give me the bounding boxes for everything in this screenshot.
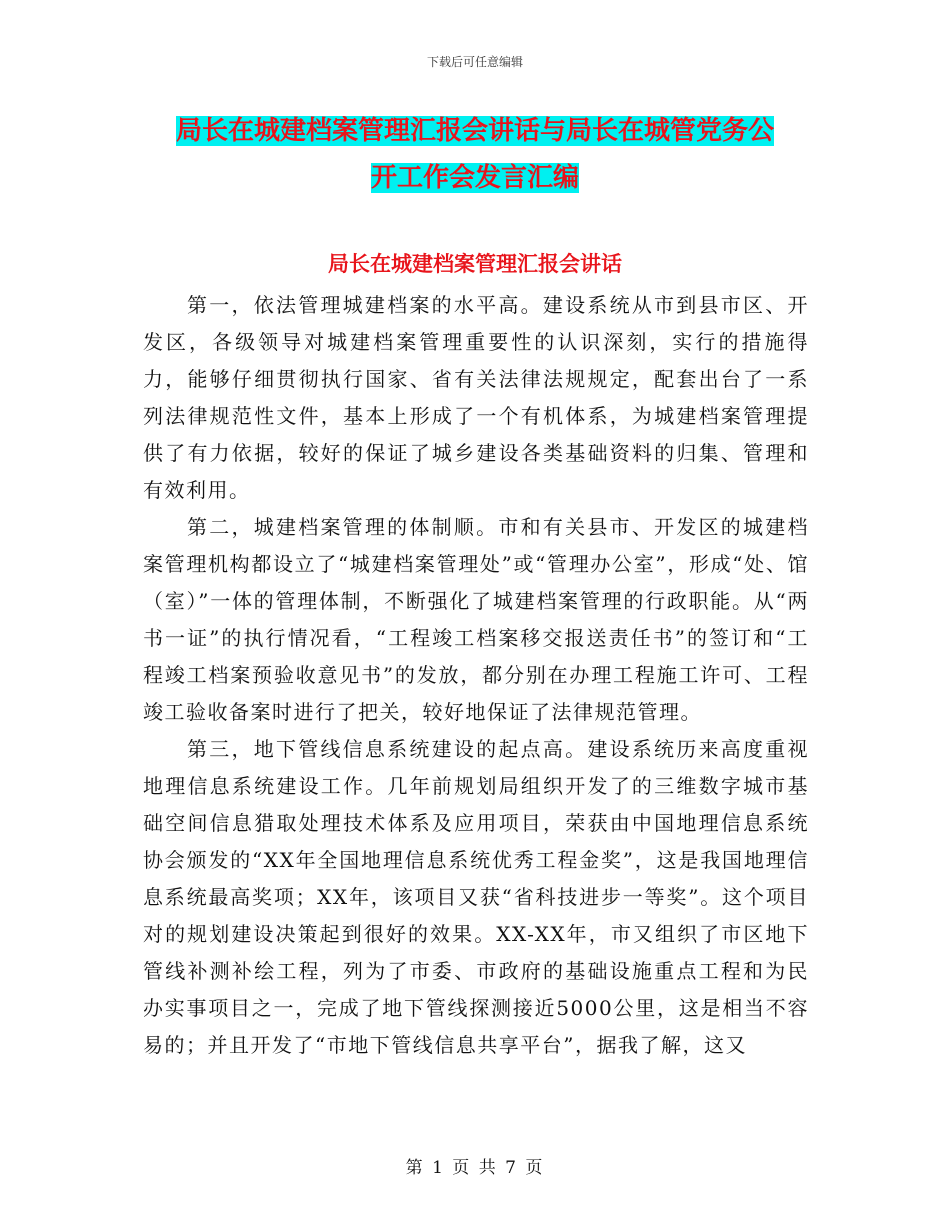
- header-note: 下载后可任意编辑: [426, 55, 523, 69]
- paragraph-1: 第一，依法管理城建档案的水平高。建设系统从市到县市区、开发区，各级领导对城建档案管理重要性的认识深刻，实行的措施得力，能够仔细贯彻执行国家、省有关法律法规规定，配套出台了一系列法律规范性文件，基本上形成了一个有机体系，为城建档案管理提供了有力依据，较好的保证了城乡建设各类基础资料的归集、管理和有效利用。: [143, 293, 809, 502]
- page-footer: 第 1 页 共 7 页: [405, 1158, 545, 1178]
- document-title: [140, 108, 810, 202]
- document-title-line-1: 局长在城建档案管理汇报会讲话与局长在城管党务公: [175, 116, 774, 146]
- body-text: [143, 287, 809, 1064]
- section-title: 局长在城建档案管理汇报会讲话: [328, 252, 622, 276]
- paragraph-2: 第二，城建档案管理的体制顺。市和有关县市、开发区的城建档案管理机构都设立了“城建档案管理处”或“管理办公室”，形成“处、馆（室）”一体的管理体制，不断强化了城建档案管理的行政职能。从“两书一证”的执行情况看，“工程竣工档案移交报送责任书”的签订和“工程竣工档案预验收意见书”的发放，都分别在办理工程施工许可、工程竣工验收备案时进行了把关，较好地保证了法律规范管理。: [143, 515, 809, 724]
- paragraph-3: 第三，地下管线信息系统建设的起点高。建设系统历来高度重视地理信息系统建设工作。几年前规划局组织开发了的三维数字城市基础空间信息猎取处理技术体系及应用项目，荣获由中国地理信息系统协会颁发的“XX年全国地理信息系统优秀工程金奖”，这是我国地理信息系统最高奖项；XX年，该项目又获“省科技进步一等奖”。这个项目对的规划建设决策起到很好的效果。XX-XX年，市又组织了市区地下管线补测补绘工程，列为了市委、市政府的基础设施重点工程和为民办实事项目之一，完成了地下管线探测接近5000公里，这是相当不容易的；并且开发了“市地下管线信息共享平台”，据我了解，这又: [143, 737, 809, 1057]
- document-title-line-2: 开工作会发言汇编: [370, 163, 579, 193]
